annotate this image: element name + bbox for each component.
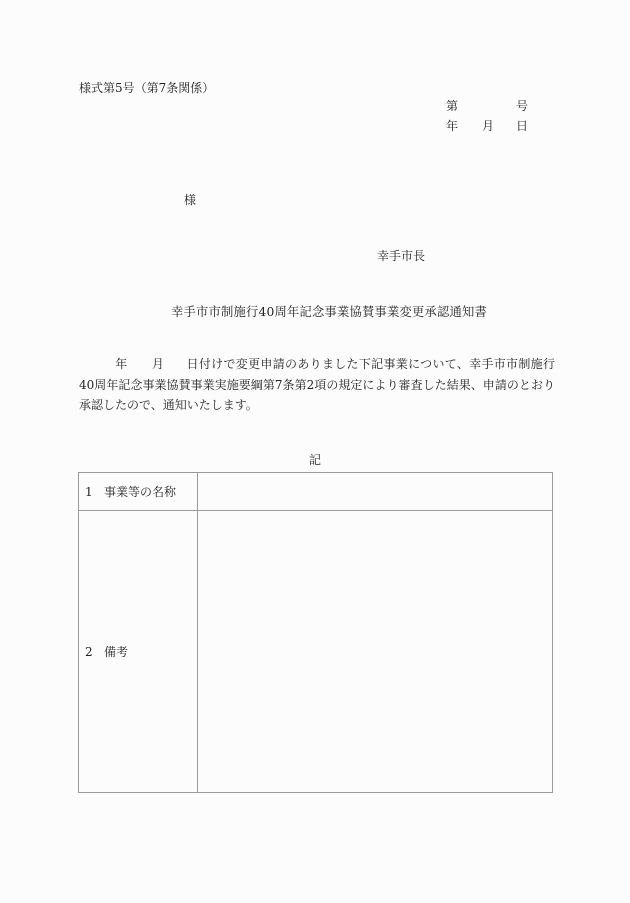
row-label (79, 473, 198, 511)
row-value-business-name[interactable] (198, 473, 553, 511)
body-paragraph (79, 354, 555, 416)
row-label-text: 事業等の名称 (104, 485, 177, 499)
body-date-month: 月 (151, 357, 165, 371)
reference-suffix: 号 (516, 99, 529, 113)
addressee: 様 (184, 193, 197, 207)
body-date-year: 年 (115, 357, 128, 371)
date-month: 月 (482, 119, 495, 133)
table-row (79, 473, 553, 511)
issuer: 幸手市長 (377, 249, 426, 263)
row-number: 1 (85, 485, 93, 499)
table-row (79, 511, 553, 793)
row-label-text: 備考 (104, 645, 129, 659)
detail-table (78, 472, 553, 793)
ki-heading: 記 (309, 453, 322, 467)
date-day: 日 (516, 119, 529, 133)
date-year: 年 (446, 119, 459, 133)
body-text: 日付けで変更申請のありました下記事業について、幸手市市制施行40周年記念事業協賛事業実施要綱第7条第2項の規定により審査した結果、申請のとおり承認したので、通知いたします。 (79, 357, 555, 412)
row-label (79, 511, 198, 793)
reference-prefix: 第 (446, 99, 459, 113)
row-value-remarks[interactable] (198, 511, 553, 793)
row-number: 2 (85, 645, 93, 659)
form-identifier: 様式第5号（第7条関係） (79, 81, 215, 95)
document-title: 幸手市市制施行40周年記念事業協賛事業変更承認通知書 (171, 305, 487, 319)
